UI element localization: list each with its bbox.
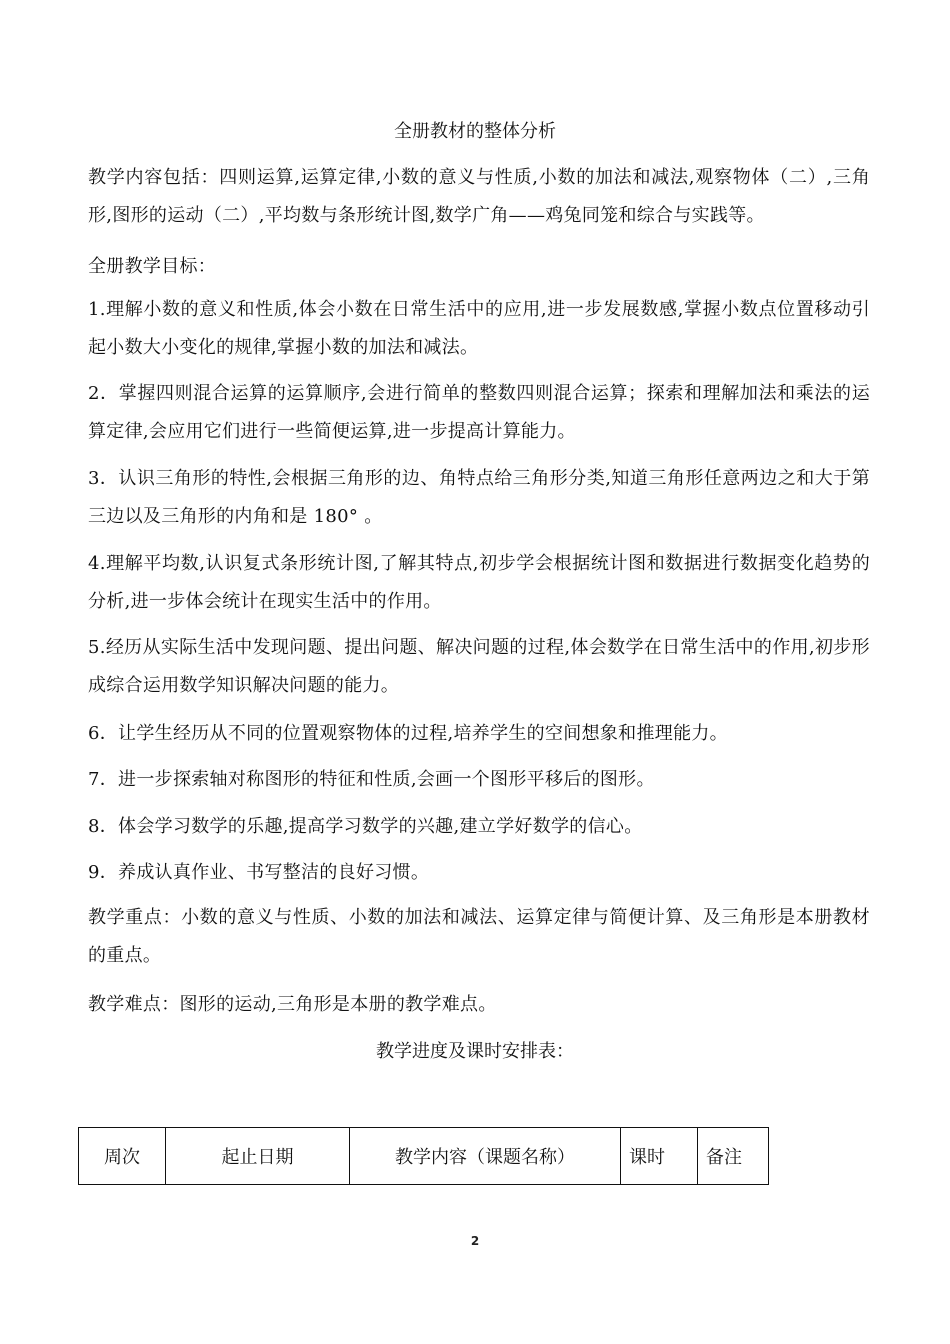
goal-item-6: 6．让学生经历从不同的位置观察物体的过程,培养学生的空间想象和推理能力。 bbox=[88, 723, 728, 744]
goal-item-2: 2．掌握四则混合运算的运算顺序,会进行简单的整数四则混合运算；探索和理解加法和乘法的运算定律,会应用它们进行一些简便运算,进一步提高计算能力。 bbox=[88, 383, 870, 442]
header-week: 周次 bbox=[79, 1128, 166, 1185]
goals-heading: 全册教学目标： bbox=[88, 256, 217, 277]
goal-item-7: 7．进一步探索轴对称图形的特征和性质,会画一个图形平移后的图形。 bbox=[88, 769, 655, 790]
header-content: 教学内容（课题名称） bbox=[350, 1128, 621, 1185]
key-points: 教学重点：小数的意义与性质、小数的加法和减法、运算定律与简便计算、及三角形是本册教材的重点。 bbox=[88, 907, 870, 966]
schedule-title: 教学进度及课时安排表： bbox=[376, 1041, 574, 1062]
goal-item-9: 9．养成认真作业、书写整洁的良好习惯。 bbox=[88, 862, 430, 883]
goal-item-5: 5.经历从实际生活中发现问题、提出问题、解决问题的过程,体会数学在日常生活中的作用,初步形成综合运用数学知识解决问题的能力。 bbox=[88, 637, 870, 696]
header-notes: 备注 bbox=[698, 1128, 769, 1185]
schedule-table bbox=[78, 1127, 769, 1185]
table-header-row bbox=[79, 1128, 769, 1185]
page-number: 2 bbox=[470, 1234, 480, 1248]
header-periods: 课时 bbox=[621, 1128, 698, 1185]
document-title: 全册教材的整体分析 bbox=[394, 121, 556, 142]
goal-item-1: 1.理解小数的意义和性质,体会小数在日常生活中的应用,进一步发展数感,掌握小数点位置移动引起小数大小变化的规律,掌握小数的加法和减法。 bbox=[88, 299, 870, 358]
goal-item-8: 8．体会学习数学的乐趣,提高学习数学的兴趣,建立学好数学的信心。 bbox=[88, 816, 643, 837]
header-date-range: 起止日期 bbox=[166, 1128, 350, 1185]
goal-item-3: 3．认识三角形的特性,会根据三角形的边、角特点给三角形分类,知道三角形任意两边之和大于第三边以及三角形的内角和是 180° 。 bbox=[88, 468, 870, 527]
goal-item-4: 4.理解平均数,认识复式条形统计图,了解其特点,初步学会根据统计图和数据进行数据变化趋势的分析,进一步体会统计在现实生活中的作用。 bbox=[88, 553, 870, 612]
difficulties: 教学难点：图形的运动,三角形是本册的教学难点。 bbox=[88, 994, 497, 1015]
content-intro: 教学内容包括：四则运算,运算定律,小数的意义与性质,小数的加法和减法,观察物体（二）,三角形,图形的运动（二）,平均数与条形统计图,数学广角——鸡兔同笼和综合与实践等。 bbox=[88, 167, 870, 226]
